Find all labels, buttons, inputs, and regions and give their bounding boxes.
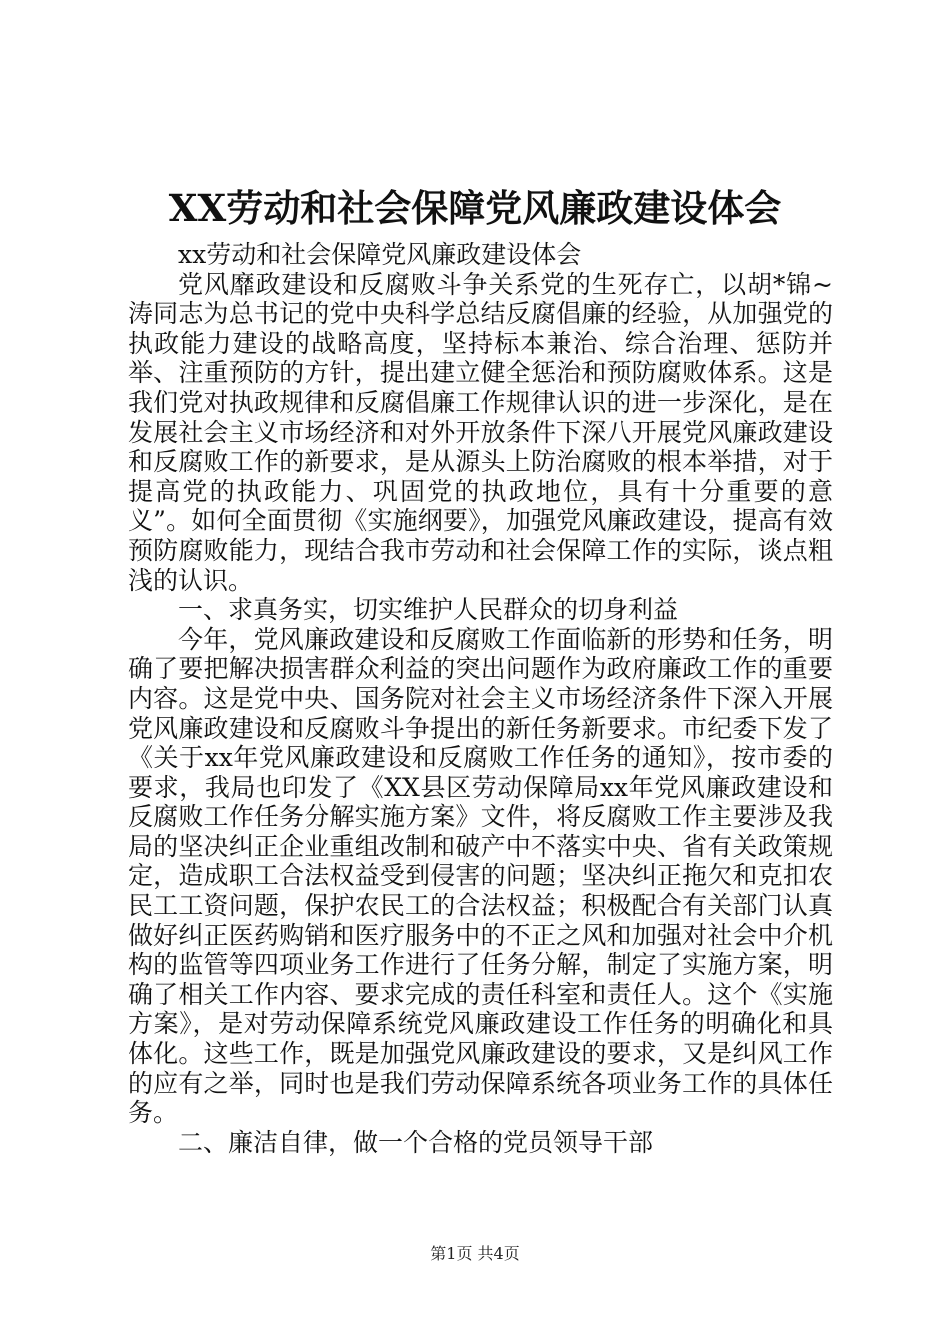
paragraph-intro: 党风靡政建设和反腐败斗争关系党的生死存亡，以胡*锦~涛同志为总书记的党中央科学总结反腐倡廉的经验，从加强党的执政能力建设的战略高度，坚持标本兼治、综合治理、惩防并举、注重预防的方针，提出建立健全惩治和预防腐败体系。这是我们党对执政规律和反腐倡廉工作规律认识的进一步深化，是在发展社会主义市场经济和对外开放条件下深八开展党风廉政建设和反腐败工作的新要求，是从源头上防治腐败的根本举措，对于提高党的执政能力、巩固党的执政地位，具有十分重要的意义”。如何全面贯彻《实施纲要》，加强党风廉政建设，提高有效预防腐败能力，现结合我市劳动和社会保障工作的实际，谈点粗浅的认识。 [128,269,833,595]
section-heading-1: 一、求真务实，切实维护人民群众的切身利益 [178,595,679,625]
document-subtitle: xx劳动和社会保障党风廉政建设体会 [178,240,582,269]
document-title: XX劳动和社会保障党风廉政建设体会 [168,186,782,230]
page-footer: 第1页 共4页 [430,1244,520,1263]
section-heading-2: 二、廉洁自律，做一个合格的党员领导干部 [178,1127,654,1157]
paragraph-section-1: 今年，党风廉政建设和反腐败工作面临新的形势和任务，明确了要把解决损害群众利益的突出问题作为政府廉政工作的重要内容。这是党中央、国务院对社会主义市场经济条件下深入开展党风廉政建设和反腐败斗争提出的新任务新要求。市纪委下发了《关于xx年党风廉政建设和反腐败工作任务的通知》，按市委的要求，我局也印发了《XX县区劳动保障局xx年党风廉政建设和反腐败工作任务分解实施方案》文件，将反腐败工作主要涉及我局的坚决纠正企业重组改制和破产中不落实中央、省有关政策规定，造成职工合法权益受到侵害的问题；坚决纠正拖欠和克扣农民工工资问题，保护农民工的合法权益；积极配合有关部门认真做好纠正医药购销和医疗服务中的不正之风和加强对社会中介机构的监管等四项业务工作进行了任务分解，制定了实施方案，明确了相关工作内容、要求完成的责任科室和责任人。这个《实施方案》，是对劳动保障系统党风廉政建设工作任务的明确化和具体化。这些工作，既是加强党风廉政建设的要求，又是纠风工作的应有之举，同时也是我们劳动保障系统各项业务工作的具体任务。 [128,624,833,1128]
document-body [128,240,833,1157]
